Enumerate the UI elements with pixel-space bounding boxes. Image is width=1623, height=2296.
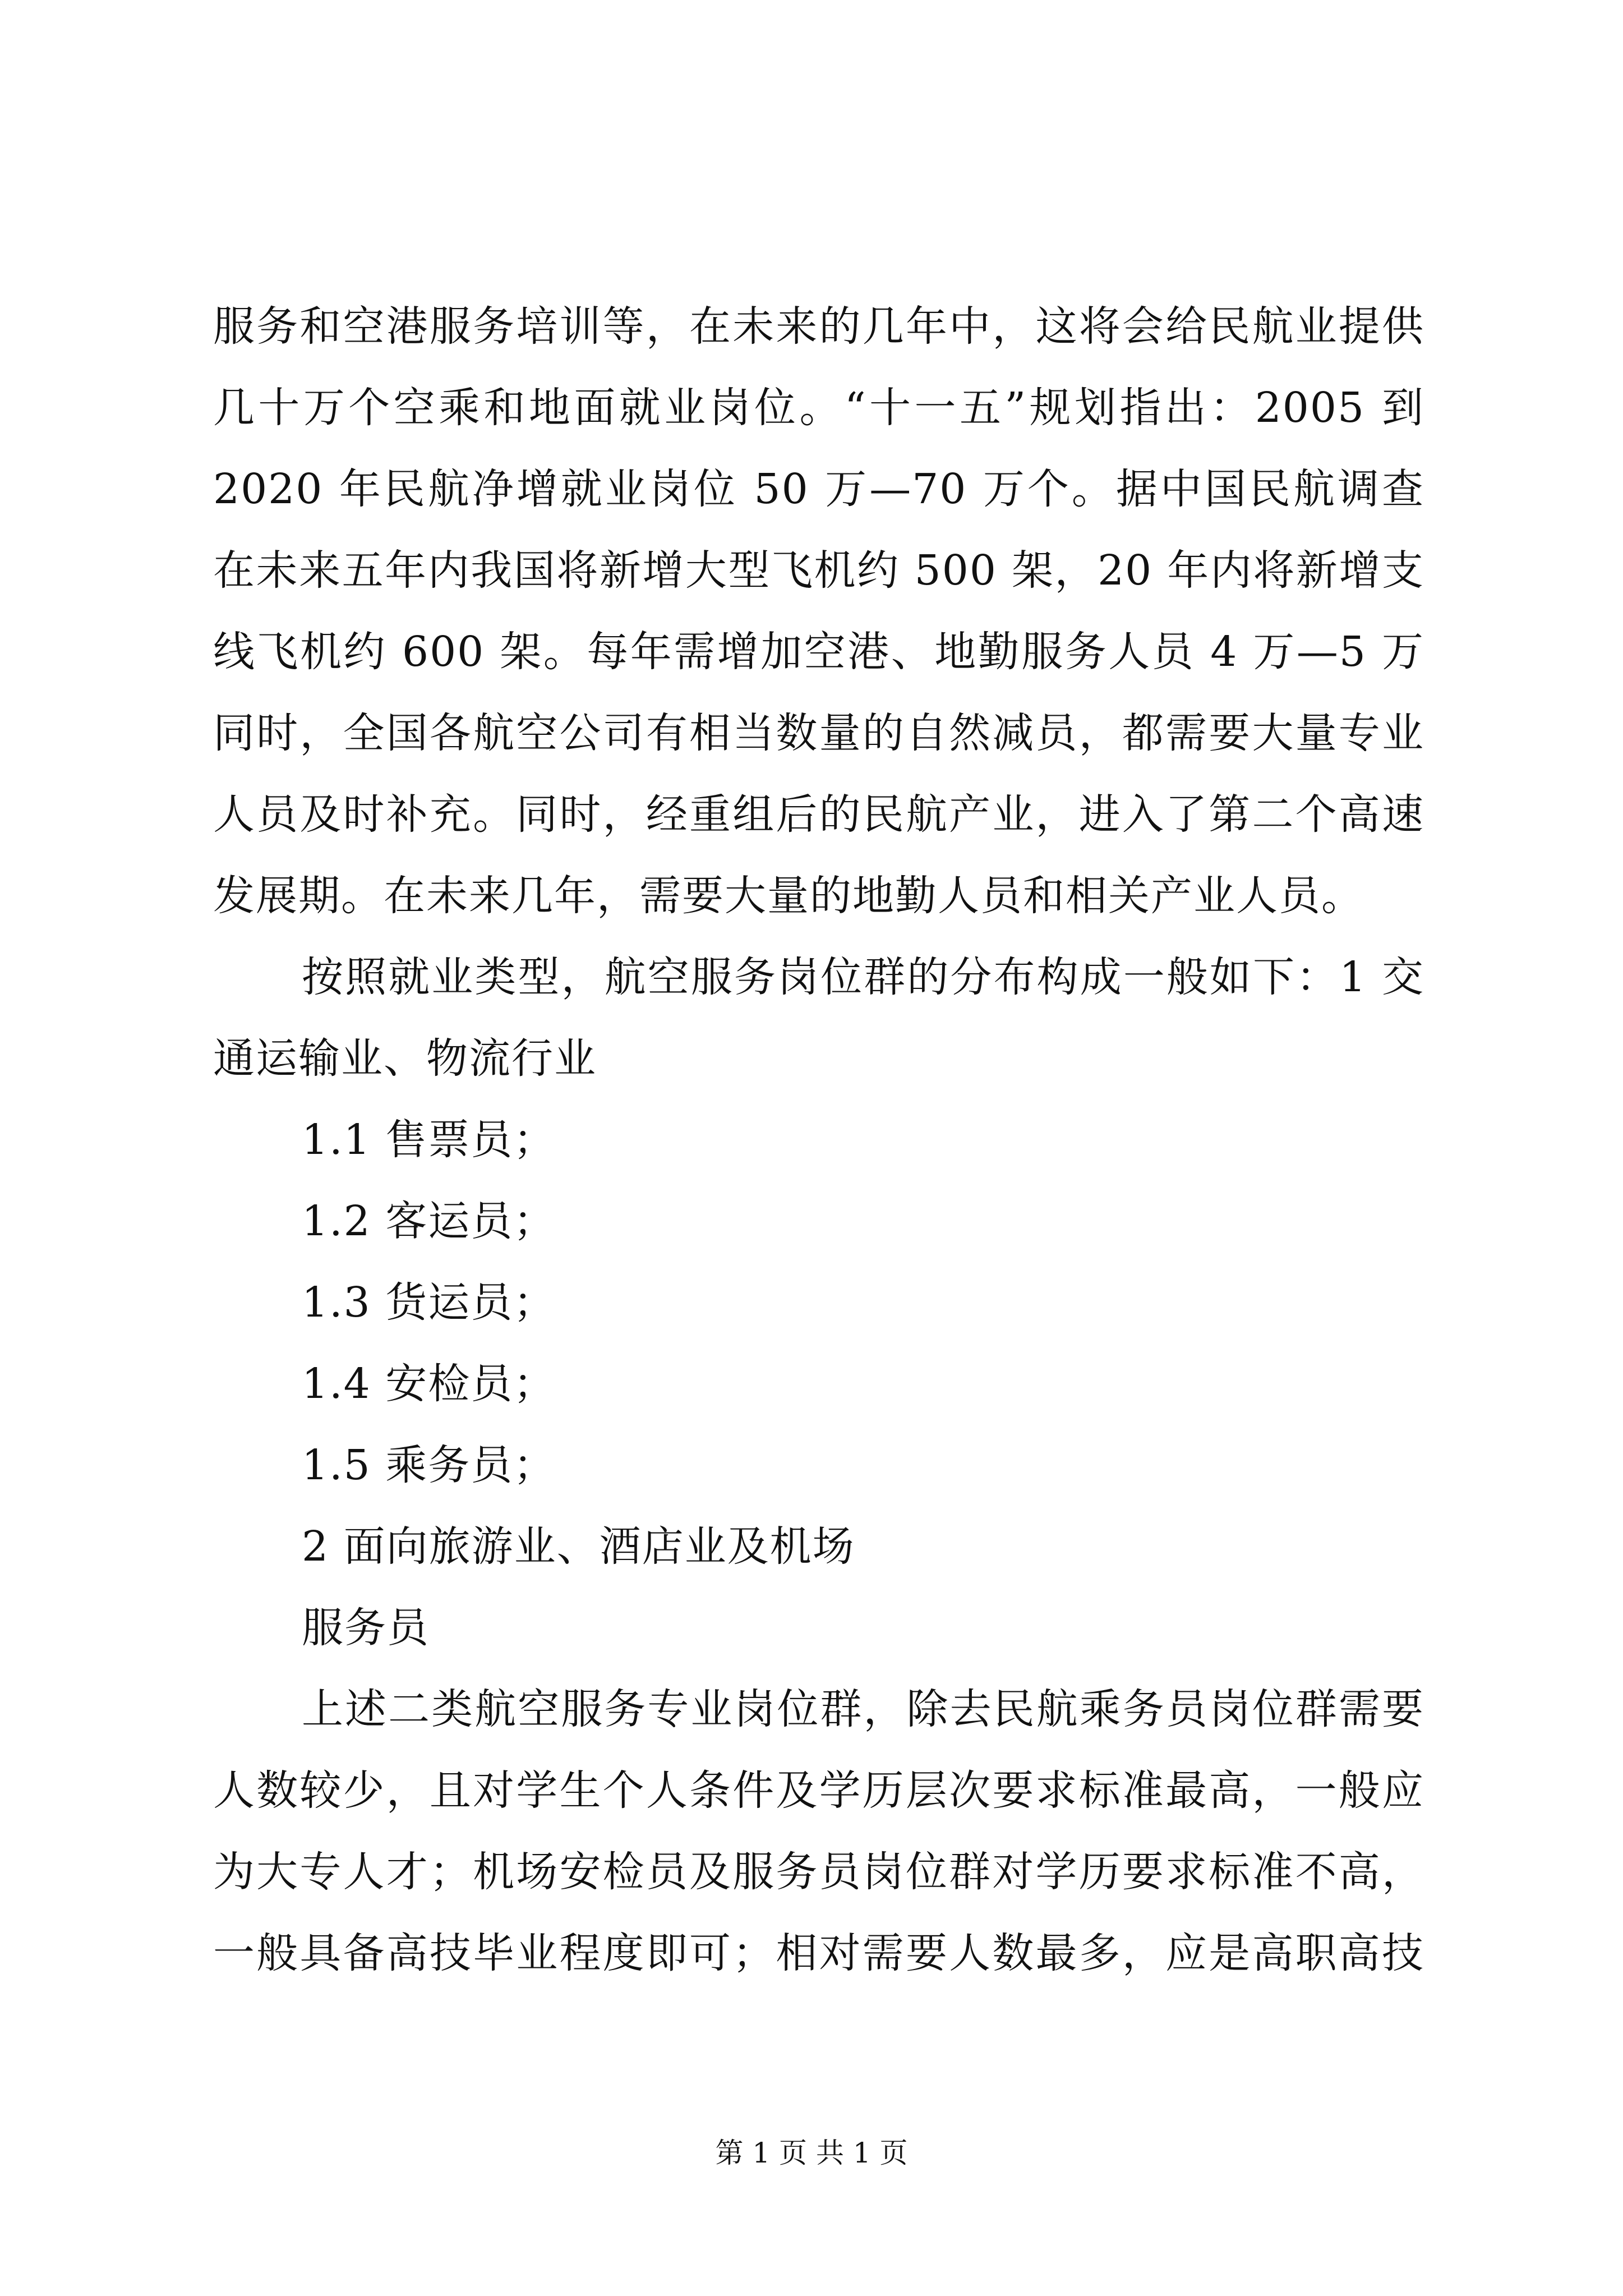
list-item: 1.1 售票员； [302, 1116, 556, 1164]
paragraph-line: 上述二类航空服务专业岗位群，除去民航乘务员岗位群需要 [302, 1685, 1424, 1733]
list-item: 1.3 货运员； [302, 1278, 556, 1327]
paragraph-line: 通运输业、物流行业 [213, 1034, 597, 1083]
paragraph-line: 人数较少，且对学生个人条件及学历层次要求标准最高，一般应 [213, 1766, 1424, 1815]
section-heading: 2 面向旅游业、酒店业及机场 [302, 1522, 855, 1571]
paragraph-line: 为大专人才；机场安检员及服务员岗位群对学历要求标准不高， [213, 1848, 1424, 1896]
paragraph-line: 几十万个空乘和地面就业岗位。“十一五”规划指出：2005 到 [213, 384, 1424, 432]
paragraph-line: 一般具备高技毕业程度即可；相对需要人数最多，应是高职高技 [213, 1929, 1424, 1977]
list-item: 服务员 [302, 1604, 430, 1652]
paragraph-line: 服务和空港服务培训等，在未来的几年中，这将会给民航业提供 [213, 302, 1424, 351]
paragraph-line: 2020 年民航净增就业岗位 50 万—70 万个。据中国民航调查 [213, 465, 1424, 513]
paragraph-line: 同时，全国各航空公司有相当数量的自然减员，都需要大量专业 [213, 709, 1424, 757]
paragraph-line: 发展期。在未来几年，需要大量的地勤人员和相关产业人员。 [213, 872, 1364, 920]
paragraph-line: 按照就业类型，航空服务岗位群的分布构成一般如下：1 交 [302, 953, 1424, 1001]
paragraph-line: 在未来五年内我国将新增大型飞机约 500 架，20 年内将新增支 [213, 546, 1424, 595]
list-item: 1.5 乘务员； [302, 1441, 556, 1489]
paragraph-line: 人员及时补充。同时，经重组后的民航产业，进入了第二个高速 [213, 790, 1424, 839]
page-number-footer: 第 1 页 共 1 页 [715, 2137, 908, 2169]
paragraph-line: 线飞机约 600 架。每年需增加空港、地勤服务人员 4 万—5 万 [213, 628, 1424, 676]
list-item: 1.2 客运员； [302, 1197, 556, 1245]
list-item: 1.4 安检员； [302, 1360, 556, 1408]
